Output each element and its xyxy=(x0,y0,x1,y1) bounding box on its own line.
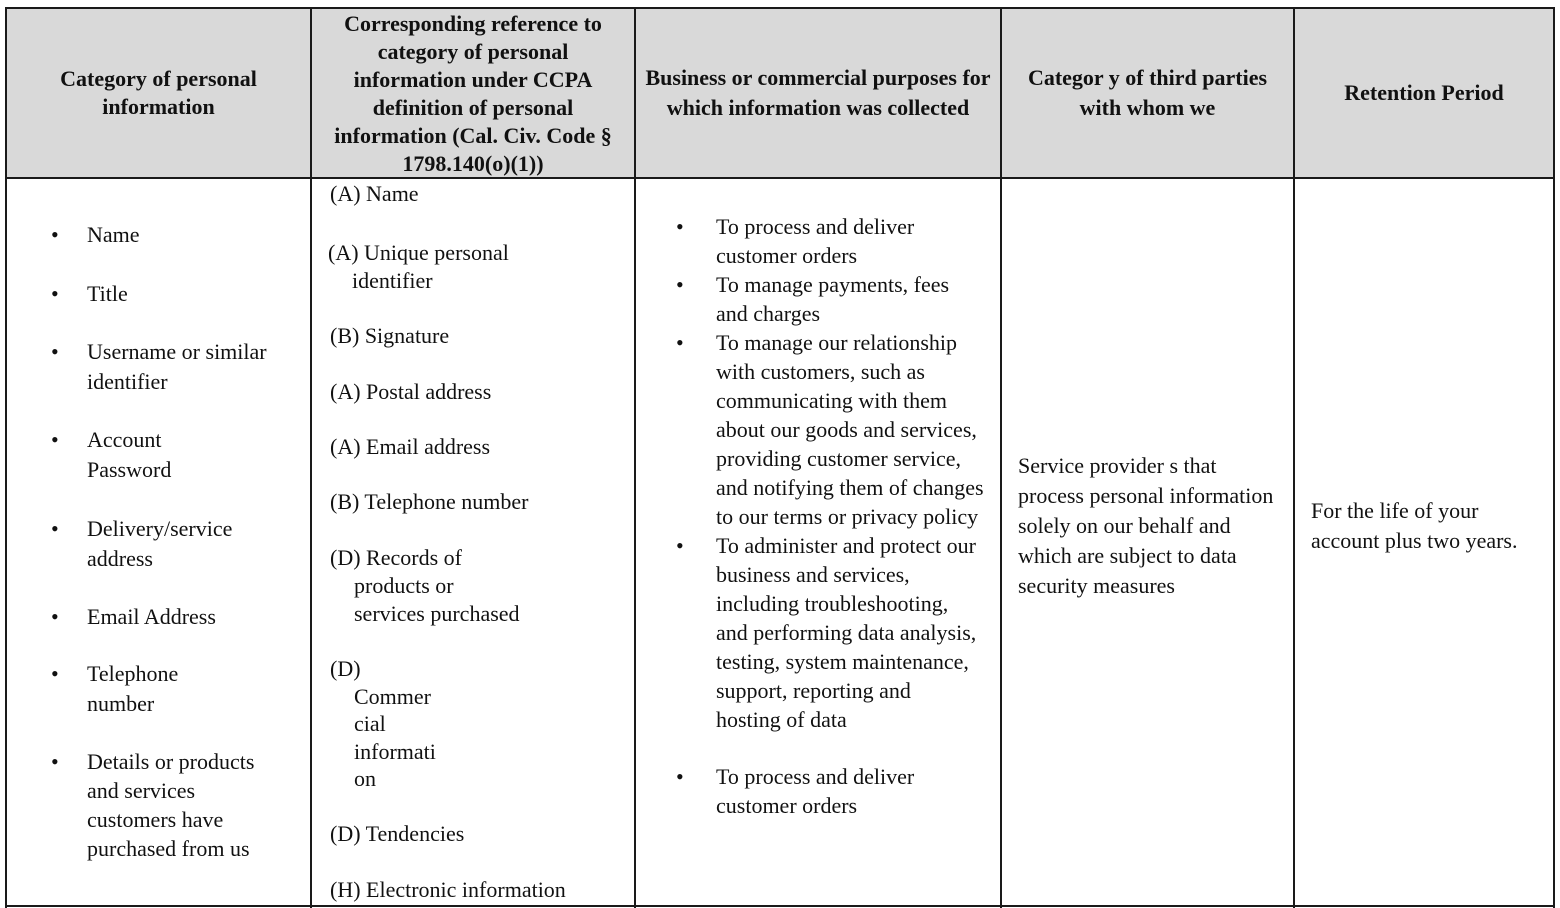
list-item: • Delivery/service address xyxy=(7,514,267,574)
list-item: • To process and deliver customer orders xyxy=(636,212,946,270)
retention-text: For the life of your account plus two years. xyxy=(1311,498,1518,553)
list-item: • Account Password xyxy=(7,425,197,485)
ref-line: (D) xyxy=(330,656,361,681)
header-ccpa-reference: Corresponding reference to category of personal information under CCPA definition of personal information (Cal. Civ. Code § 1798.140(o)(1)) xyxy=(312,9,634,177)
list-item: • Name xyxy=(7,220,310,249)
list-item: • To manage our relationship with customers, such as communicating with them about our goods and services, providing customer service, and notifying them of changes to our terms or privacy policy xyxy=(636,328,996,531)
ref-line: identifier xyxy=(352,268,433,293)
third-parties-cell xyxy=(1018,451,1278,601)
ref-line: (A) Postal address xyxy=(330,379,492,404)
header-third-parties: Categor y of third parties with whom we xyxy=(1002,9,1293,177)
ref-line: Commer xyxy=(354,684,431,709)
third-parties-text: Service provider s that process personal information solely on our behalf and which are subject to data security measures xyxy=(1018,453,1274,598)
ref-line: on xyxy=(354,766,376,791)
column-divider xyxy=(1293,7,1295,908)
ref-line: cial xyxy=(354,711,386,736)
table-border-bottom xyxy=(5,905,1555,907)
ref-line: (A) Email address xyxy=(330,434,491,459)
header-retention-period: Retention Period xyxy=(1295,9,1553,177)
table-border-top xyxy=(5,7,1555,9)
ref-line: (H) Electronic information xyxy=(330,877,566,902)
table-border-left xyxy=(5,7,7,908)
ref-line: informati xyxy=(354,739,436,764)
list-item: • Email Address xyxy=(7,602,310,631)
ref-line: (A) Name xyxy=(330,181,419,206)
ref-line: (B) Telephone number xyxy=(330,489,529,514)
table-header-divider xyxy=(5,177,1555,179)
ref-line: (D) Records of xyxy=(330,545,462,570)
list-item: • Username or similar identifier xyxy=(7,337,297,397)
ref-line: products or xyxy=(354,573,454,598)
list-item: • To manage payments, fees and charges xyxy=(636,270,976,328)
ref-line: (D) Tendencies xyxy=(330,821,465,846)
reference-cell xyxy=(312,179,634,908)
table-border-right xyxy=(1553,7,1555,908)
list-item: • To administer and protect our business and services, including troubleshooting, and performing data analysis, testing, system maintenance, support, reporting and hosting of data xyxy=(636,531,978,734)
ref-line: services purchased xyxy=(354,601,520,626)
ref-line: (A) Unique personal xyxy=(328,240,509,265)
column-divider xyxy=(310,7,312,908)
list-item: • Title xyxy=(7,279,310,308)
list-item: • To process and deliver customer orders xyxy=(636,762,946,820)
column-divider xyxy=(634,7,636,908)
header-category: Category of personal information xyxy=(7,9,310,177)
retention-cell xyxy=(1311,496,1531,556)
purposes-cell xyxy=(636,212,1000,820)
list-item: • Details or products and services customers have purchased from us xyxy=(7,747,287,863)
header-business-purposes: Business or commercial purposes for which information was collected xyxy=(636,9,1000,177)
list-item: • Telephone number xyxy=(7,659,207,719)
column-divider xyxy=(1000,7,1002,908)
category-cell xyxy=(7,220,310,863)
ref-line: (B) Signature xyxy=(330,323,450,348)
